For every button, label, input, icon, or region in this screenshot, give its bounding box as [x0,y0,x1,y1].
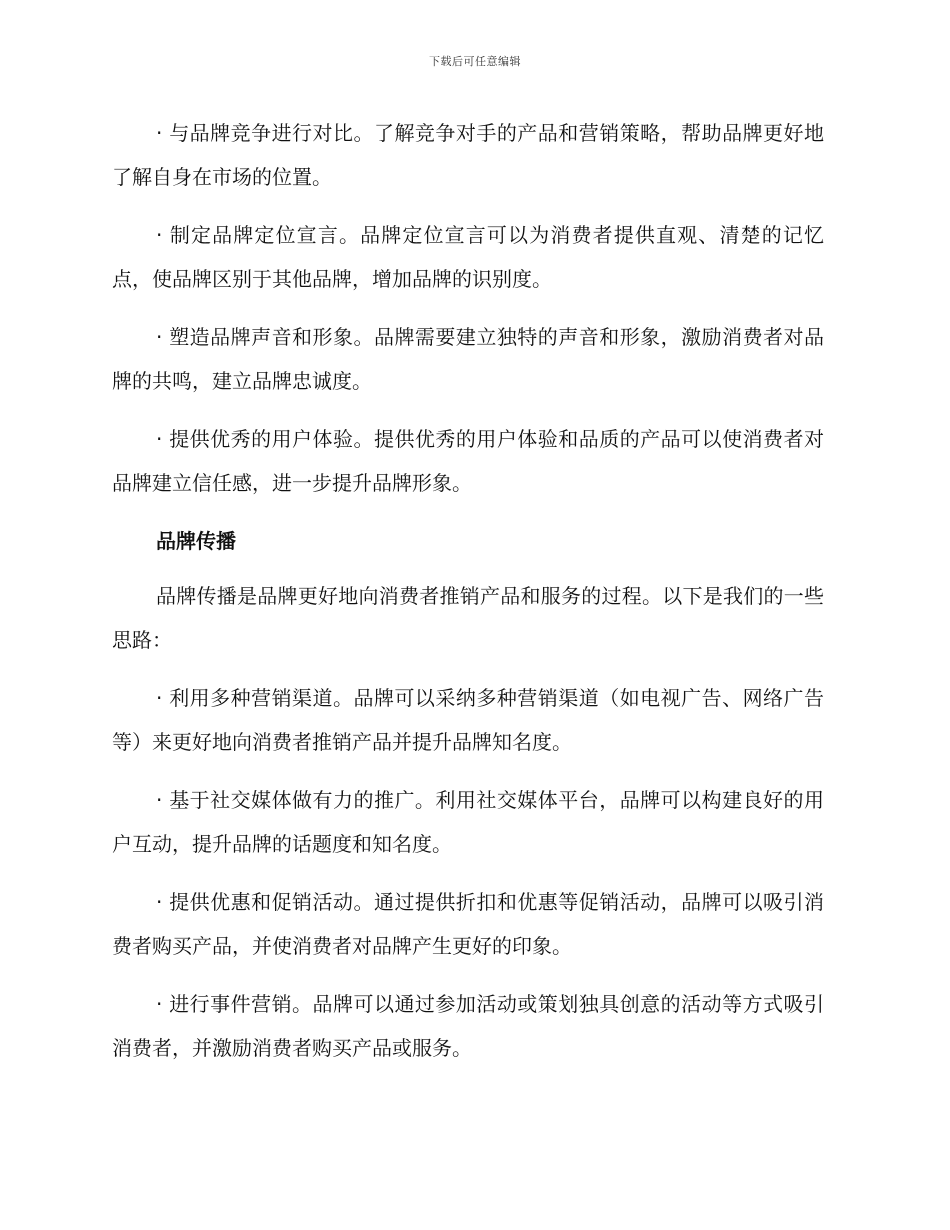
paragraph: · 进行事件营销。品牌可以通过参加活动或策划独具创意的活动等方式吸引消费者，并激励消费者购买产品或服务。 [112,992,824,1060]
paragraph: · 利用多种营销渠道。品牌可以采纳多种营销渠道（如电视广告、网络广告等）来更好地向消费者推销产品并提升品牌知名度。 [112,686,824,754]
paragraph: · 与品牌竞争进行对比。了解竞争对手的产品和营销策略，帮助品牌更好地了解自身在市场的位置。 [112,121,824,189]
header-note: 下载后可任意编辑 [429,55,521,68]
intro-paragraph: 品牌传播是品牌更好地向消费者推销产品和服务的过程。以下是我们的一些思路： [112,584,824,652]
paragraph: · 提供优秀的用户体验。提供优秀的用户体验和品质的产品可以使消费者对品牌建立信任感，进一步提升品牌形象。 [112,427,824,495]
paragraph: · 塑造品牌声音和形象。品牌需要建立独特的声音和形象，激励消费者对品牌的共鸣，建立品牌忠诚度。 [112,325,824,393]
section-title: 品牌传播 [156,529,236,553]
paragraph: · 基于社交媒体做有力的推广。利用社交媒体平台，品牌可以构建良好的用户互动，提升品牌的话题度和知名度。 [112,788,824,856]
paragraph: · 制定品牌定位宣言。品牌定位宣言可以为消费者提供直观、清楚的记忆点，使品牌区别于其他品牌，增加品牌的识别度。 [112,223,824,291]
paragraph: · 提供优惠和促销活动。通过提供折扣和优惠等促销活动，品牌可以吸引消费者购买产品，并使消费者对品牌产生更好的印象。 [112,890,824,958]
document-content [112,111,824,1084]
